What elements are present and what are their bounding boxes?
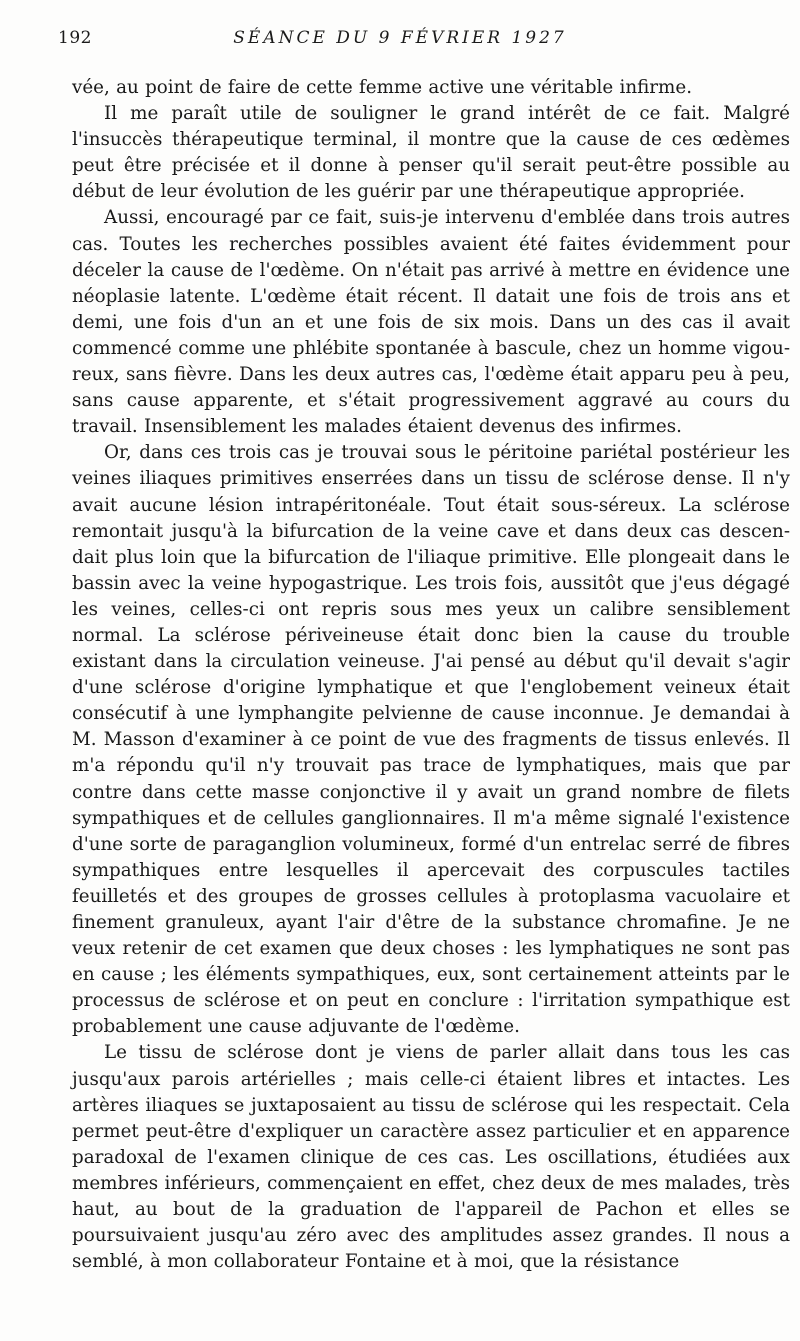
paragraph-continued: vée, au point de faire de cette femme active une véritable infirme. (72, 77, 693, 98)
paragraph: Le tissu de sclérose dont je viens de parler allait dans tous les cas jusqu'aux parois artérielles ; mais celle-ci étaient libres et intactes. Les artères iliaques se juxtaposaient au tissu de sclérose qui les respectait. Cela permet peut-être d'expliquer un caractère assez particulier et en apparence paradoxal de l'examen clinique de ces cas. Les oscillations, étudiées aux membres inférieurs, commençaient en effet, chez deux de mes malades, très haut, au bout de la graduation de l'appareil de Pachon et elles se poursuivaient jusqu'au zéro avec des amplitudes assez grandes. Il nous a semblé, à mon collaborateur Fontaine et à moi, que la résistance (72, 1042, 790, 1273)
paragraph: Il me paraît utile de souligner le grand intérêt de ce fait. Malgré l'insuccès thérapeutique terminal, il montre que la cause de ces œdèmes peut être précisée et il donne à penser qu'il serait peut-être possible au début de leur évolution de les guérir par une thérapeutique appropriée. (72, 103, 790, 203)
paragraph: Or, dans ces trois cas je trouvai sous le péritoine pariétal postérieur les veines iliaques primitives enserrées dans un tissu de sclérose dense. Il n'y avait aucune lésion intrapéritonéale. Tout était sous-séreux. La sclérose remontait jusqu'à la bifurcation de la veine cave et dans deux cas descendait plus loin que la bifurcation de l'iliaque primitive. Elle plongeait dans le bassin avec la veine hypogastrique. Les trois fois, aussitôt que j'eus dégagé les veines, celles-ci ont repris sous mes yeux un calibre sensiblement normal. La sclérose périveineuse était donc bien la cause du trouble existant dans la circulation veineuse. J'ai pensé au début qu'il devait s'agir d'une sclérose d'origine lymphatique et que l'englobement veineux était consécutif à une lymphangite pelvienne de cause inconnue. Je demandai à M. Masson d'examiner à ce point de vue des fragments de tissus enlevés. Il m'a répondu qu'il n'y trouvait pas trace de lymphatiques, mais que par contre dans cette masse conjonctive il y avait un grand nombre de filets sympathiques et de cellules ganglionnaires. Il m'a même signalé l'existence d'une sorte de paraganglion volumineux, formé d'un entrelac serré de fibres sympathiques entre lesquelles il apercevait des corpuscules tactiles feuilletés et des groupes de grosses cellules à protoplasma vacuolaire et finement granuleux, ayant l'air d'être de la substance chromafine. Je ne veux retenir de cet examen que deux choses : les lymphatiques ne sont pas en cause ; les éléments sympathiques, eux, sont certainement atteints par le processus de sclérose et on peut en conclure : l'irritation sympathique est probablement une cause adjuvante de l'œdème. (72, 442, 790, 1038)
running-title: SÉANCE DU 9 FÉVRIER 1927 (233, 28, 567, 48)
page-number: 192 (58, 28, 92, 48)
body-text (72, 75, 790, 1275)
page-header (58, 28, 742, 52)
paragraph: Aussi, encouragé par ce fait, suis-je intervenu d'emblée dans trois autres cas. Toutes les recherches possibles avaient été faites évidemment pour déceler la cause de l'œdème. On n'était pas arrivé à mettre en évidence une néoplasie latente. L'œdème était récent. Il datait une fois de trois ans et demi, une fois d'un an et une fois de six mois. Dans un des cas il avait commencé comme une phlébite spontanée à bascule, chez un homme vigoureux, sans fièvre. Dans les deux autres cas, l'œdème était apparu peu à peu, sans cause apparente, et s'était progressivement aggravé au cours du travail. Insensiblement les malades étaient devenus des infirmes. (72, 207, 790, 438)
